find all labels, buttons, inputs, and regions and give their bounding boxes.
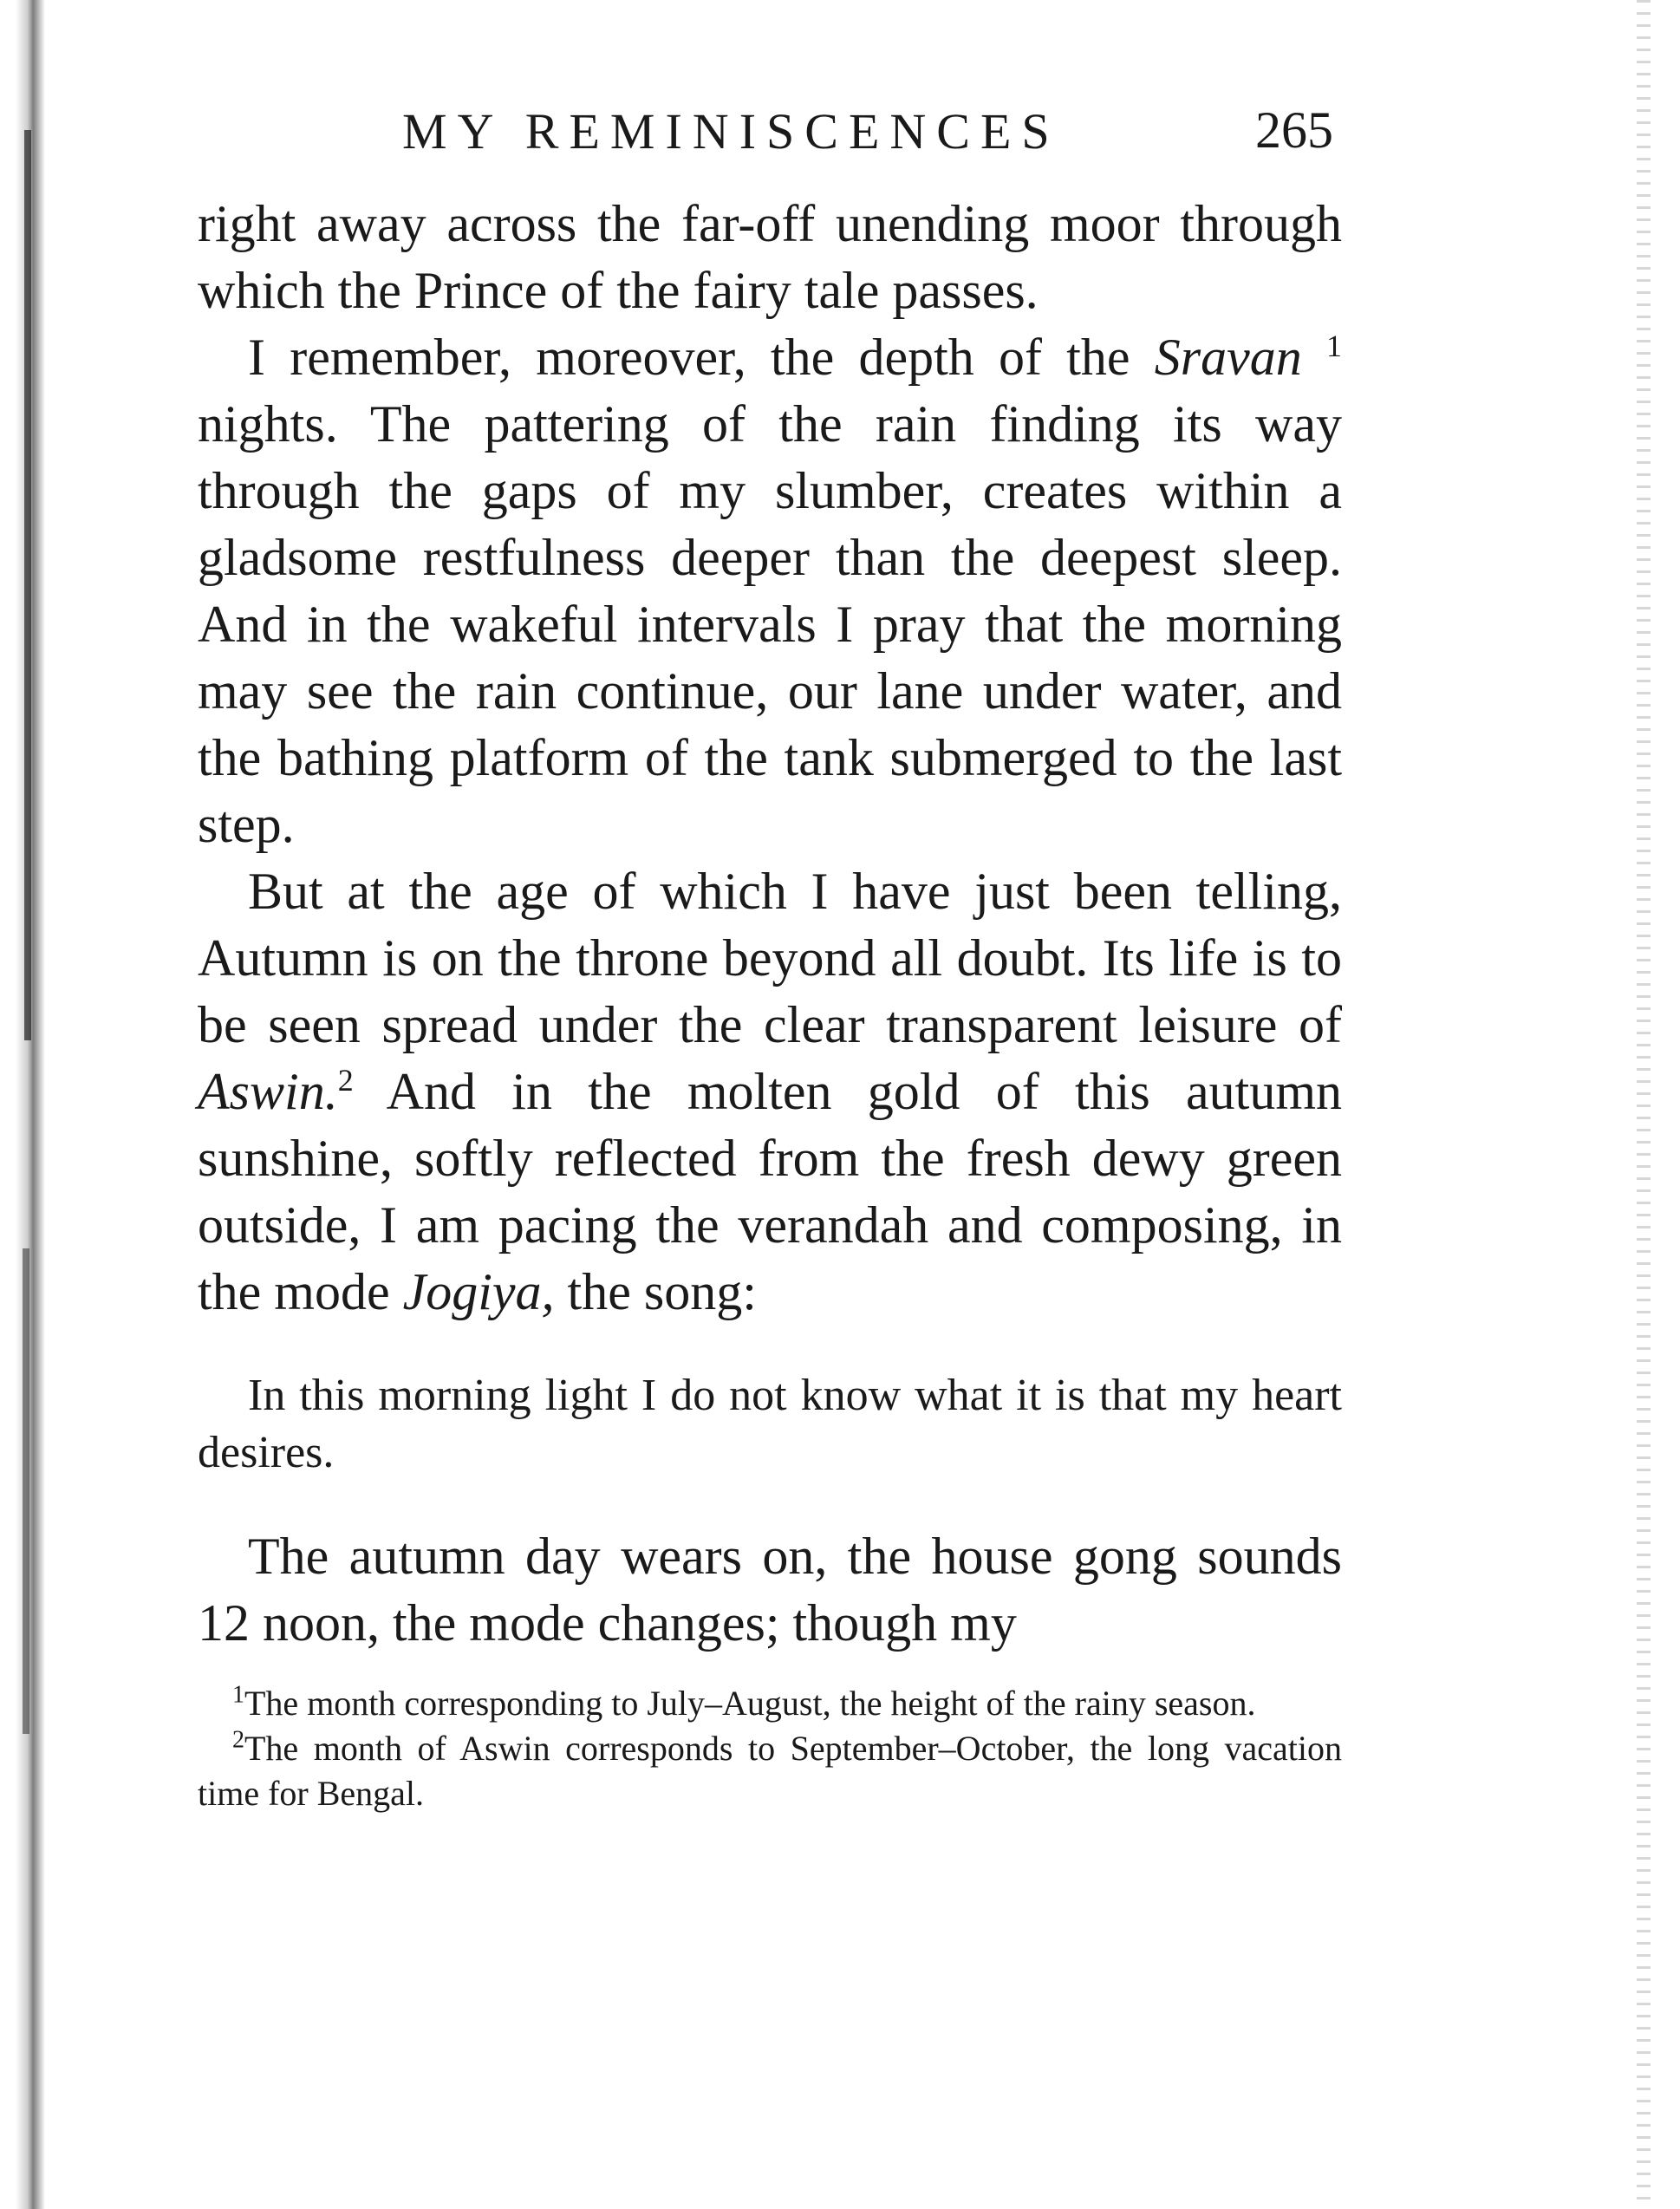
paragraph-3 [198,858,1342,1326]
term-sravan: Sravan [1154,329,1302,386]
footnote-1-marker: 1 [232,1681,244,1709]
song-quote: In this morning light I do not know what it is that my heart desires. [198,1371,1342,1477]
paragraph-4: The autumn day wears on, the house gong sounds 12 noon, the mode changes; though my [198,1528,1342,1652]
paragraph-2 [198,324,1342,858]
footnote-1-text: The month corresponding to July–August, the height of the rainy season. [244,1684,1256,1723]
footnote-ref-1[interactable]: 1 [1326,329,1342,363]
scan-edge-right [1637,0,1651,2209]
paragraph-3-text-b: And in the molten gold of this autumn sunshine, softly reflected from the fresh dewy green outside, I am pacing the verandah and composing, in the mode [198,1063,1342,1320]
page-header [198,87,1342,191]
book-page [198,87,1342,1816]
scan-edge-left-shadow [24,130,31,1040]
term-aswin: Aswin. [198,1063,338,1120]
footnote-1 [198,1681,1342,1726]
footnote-ref-2[interactable]: 2 [337,1063,354,1098]
page-number: 265 [1255,101,1333,159]
footnotes [198,1681,1342,1816]
scan-edge-left-shadow-lower [23,1248,29,1734]
paragraph-1: right away across the far-off unending moor through which the Prince of the fairy tale passes. [198,195,1342,319]
footnote-2-marker: 2 [232,1726,244,1754]
paragraph-3-text-c: the song: [554,1263,757,1320]
body-text-continued [198,1523,1342,1657]
footnote-2-text: The month of Aswin corresponds to September–October, the long vacation time for Bengal. [198,1729,1342,1813]
paragraph-2-text-a: I remember, moreover, the depth of the [248,329,1155,386]
footnote-2 [198,1726,1342,1816]
running-head: MY REMINISCENCES [402,103,1060,160]
term-jogiya: Jogiya, [402,1263,555,1320]
paragraph-2-text-b: nights. The pattering of the rain finding its way through the gaps of my slumber, creates within a gladsome restfulness deeper than the deepest sleep. And in the wakeful intervals I pray that the morning may see the rain continue, our lane under water, and the bathing platform of the tank submerged to the last step. [198,395,1342,853]
body-text [198,191,1342,1326]
paragraph-3-text-a: But at the age of which I have just been telling, Autumn is on the throne beyond all doubt. Its life is to be seen spread under the clear transparent leisure of [198,863,1342,1053]
